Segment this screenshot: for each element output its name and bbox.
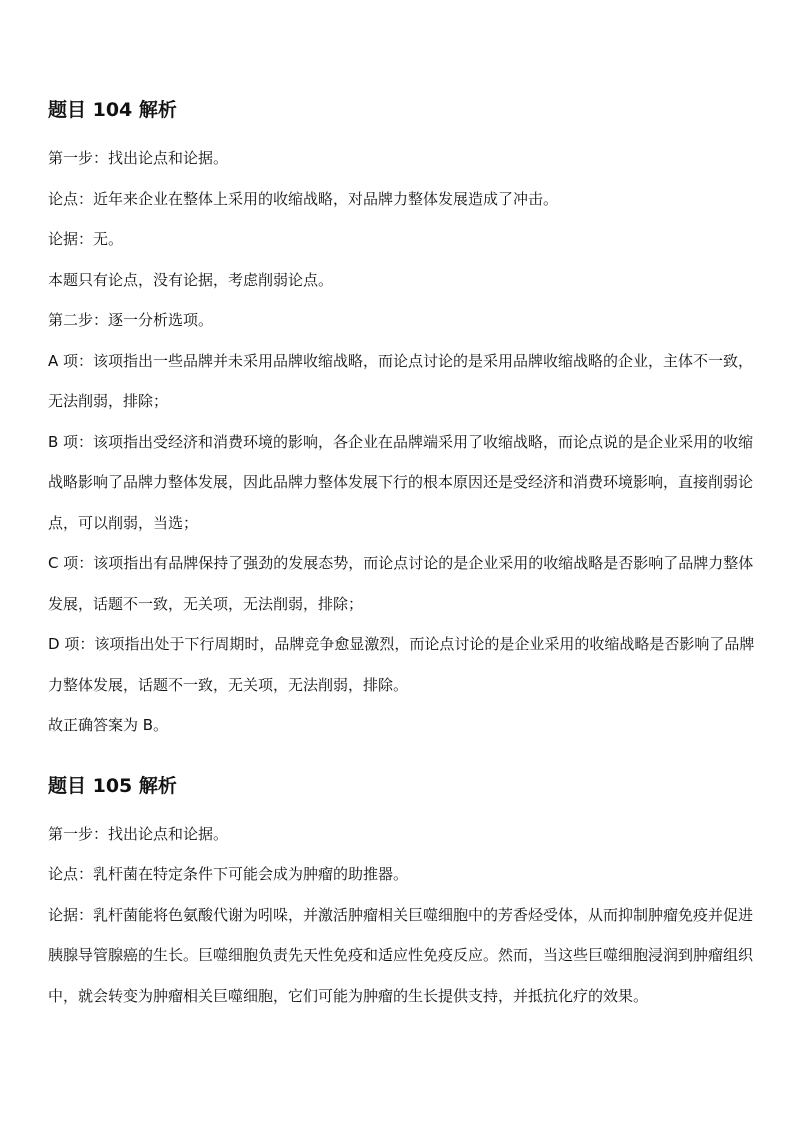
answer-paragraph: 故正确答案为 B。 [48, 716, 169, 734]
document-page [48, 96, 760, 1016]
paragraph: 第二步：逐一分析选项。 [48, 311, 214, 329]
paragraph: 论点：乳杆菌在特定条件下可能会成为肿瘤的助推器。 [48, 865, 409, 883]
paragraph: 论点：近年来企业在整体上采用的收缩战略，对品牌力整体发展造成了冲击。 [48, 189, 559, 208]
section-title: 题目 104 解析 [48, 99, 177, 121]
paragraph: 第一步：找出论点和论据。 [48, 824, 229, 843]
section-title: 题目 105 解析 [48, 774, 177, 797]
paragraph: 第一步：找出论点和论据。 [48, 149, 229, 167]
option-b-paragraph: B 项：该项指出受经济和消费环境的影响，各企业在品牌端采用了收缩战略，而论点说的是企业采用的收缩战略影响了品牌力整体发展，因此品牌力整体发展下行的根本原因还是受经济和消费环境影响，直接削弱论点，可以削弱，当选； [48, 432, 754, 532]
option-a-paragraph: A 项：该项指出一些品牌并未采用品牌收缩战略，而论点讨论的是采用品牌收缩战略的企业，主体不一致，无法削弱，排除； [48, 351, 754, 410]
paragraph: 本题只有论点，没有论据，考虑削弱论点。 [48, 270, 334, 289]
section-105 [48, 772, 760, 1017]
paragraph: 论据：无。 [48, 230, 124, 248]
option-d-paragraph: D 项：该项指出处于下行周期时，品牌竞争愈显激烈，而论点讨论的是企业采用的收缩战略是否影响了品牌力整体发展，话题不一致，无关项，无法削弱，排除。 [48, 635, 755, 694]
section-104 [48, 96, 760, 746]
paragraph: 论据：乳杆菌能将色氨酸代谢为吲哚，并激活肿瘤相关巨噬细胞中的芳香烃受体，从而抑制肿瘤免疫并促进胰腺导管腺癌的生长。巨噬细胞负责先天性免疫和适应性免疫反应。然而，当这些巨噬细胞浸润到肿瘤组织中，就会转变为肿瘤相关巨噬细胞，它们可能为肿瘤的生长提供支持，并抵抗化疗的效果。 [48, 905, 754, 1005]
option-c-paragraph: C 项：该项指出有品牌保持了强劲的发展态势，而论点讨论的是企业采用的收缩战略是否影响了品牌力整体发展，话题不一致，无关项，无法削弱，排除； [48, 554, 754, 613]
